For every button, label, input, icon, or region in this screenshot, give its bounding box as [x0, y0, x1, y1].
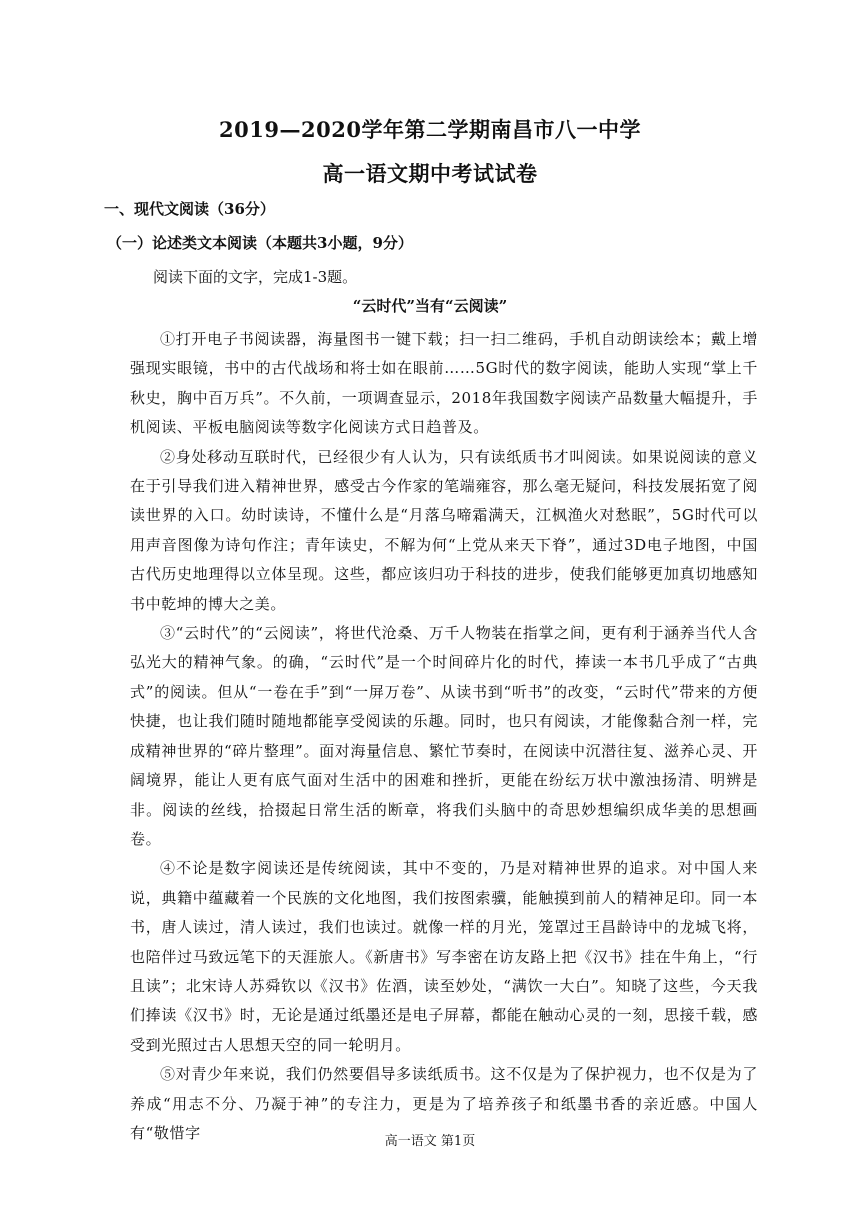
- article-paragraph-4: ④不论是数字阅读还是传统阅读，其中不变的，乃是对精神世界的追求。对中国人来说，典籍中蕴藏着一个民族的文化地图，我们按图索骥，能触摸到前人的精神足印。同一本书，唐人读过，清人读过，我们也读过。就像一样的月光，笼罩过王昌龄诗中的龙城飞将，也陪伴过马致远笔下的天涯旅人。《新唐书》写李密在访友路上把《汉书》挂在牛角上，“行且读”；北宋诗人苏舜钦以《汉书》佐酒，读至妙处，“满饮一大白”。知晓了这些，今天我们捧读《汉书》时，无论是通过纸墨还是电子屏幕，都能在触动心灵的一刻，思接千载，感受到光照过古人思想天空的同一轮明月。: [130, 859, 758, 1054]
- article-body: [130, 325, 758, 1148]
- article-paragraph-1: ①打开电子书阅读器，海量图书一键下载；扫一扫二维码，手机自动朗读绘本；戴上增强现实眼镜，书中的古代战场和将士如在眼前……5G时代的数字阅读，能助人实现“掌上千秋史，胸中百万兵”。不久前，一项调查显示，2018年我国数字阅读产品数量大幅提升，手机阅读、平板电脑阅读等数字化阅读方式日趋普及。: [130, 330, 758, 437]
- section-subheading: （一）论述类文本阅读（本题共3小题，9分）: [107, 234, 413, 252]
- article-title: “云时代”当有“云阅读”: [352, 297, 508, 315]
- article-paragraph-5: ⑤对青少年来说，我们仍然要倡导多读纸质书。这不仅是为了保护视力，也不仅是为了养成“用志不分、乃凝于神”的专注力，更是为了培养孩子和纸墨书香的亲近感。中国人有“敬惜字: [130, 1065, 758, 1142]
- exam-title-line2: 高一语文期中考试试卷: [322, 161, 538, 186]
- article-paragraph-3: ③“云时代”的“云阅读”，将世代沧桑、万千人物装在指掌之间，更有利于涵养当代人含弘光大的精神气象。的确，“云时代”是一个时间碎片化的时代，捧读一本书几乎成了“古典式”的阅读。但从“一卷在手”到“一屏万卷”、从读书到“听书”的改变，“云时代”带来的方便快捷，也让我们随时随地都能享受阅读的乐趣。同时，也只有阅读，才能像黏合剂一样，完成精神世界的“碎片整理”。面对海量信息、繁忙节奏时，在阅读中沉潜往复、滋养心灵、开阔境界，能让人更有底气面对生活中的困难和挫折，更能在纷纭万状中激浊扬清、明辨是非。阅读的丝线，拾掇起日常生活的断章，将我们头脑中的奇思妙想编织成华美的思想画卷。: [130, 624, 758, 848]
- page-footer: 高一语文 第1页: [384, 1134, 476, 1149]
- section-heading: 一、现代文阅读（36分）: [104, 200, 275, 218]
- exam-title-line1: 2019—2020学年第二学期南昌市八一中学: [219, 117, 641, 142]
- article-paragraph-2: ②身处移动互联时代，已经很少有人认为，只有读纸质书才叫阅读。如果说阅读的意义在于引导我们进入精神世界，感受古今作家的笔端雍容，那么毫无疑问，科技发展拓宽了阅读世界的入口。幼时读诗，不懂什么是“月落乌啼霜满天，江枫渔火对愁眠”，5G时代可以用声音图像为诗句作注；青年读史，不解为何“上党从来天下脊”，通过3D电子地图，中国古代历史地理得以立体呈现。这些，都应该归功于科技的进步，使我们能够更加真切地感知书中乾坤的博大之美。: [130, 447, 758, 613]
- reading-instruction: 阅读下面的文字，完成1-3题。: [153, 268, 358, 286]
